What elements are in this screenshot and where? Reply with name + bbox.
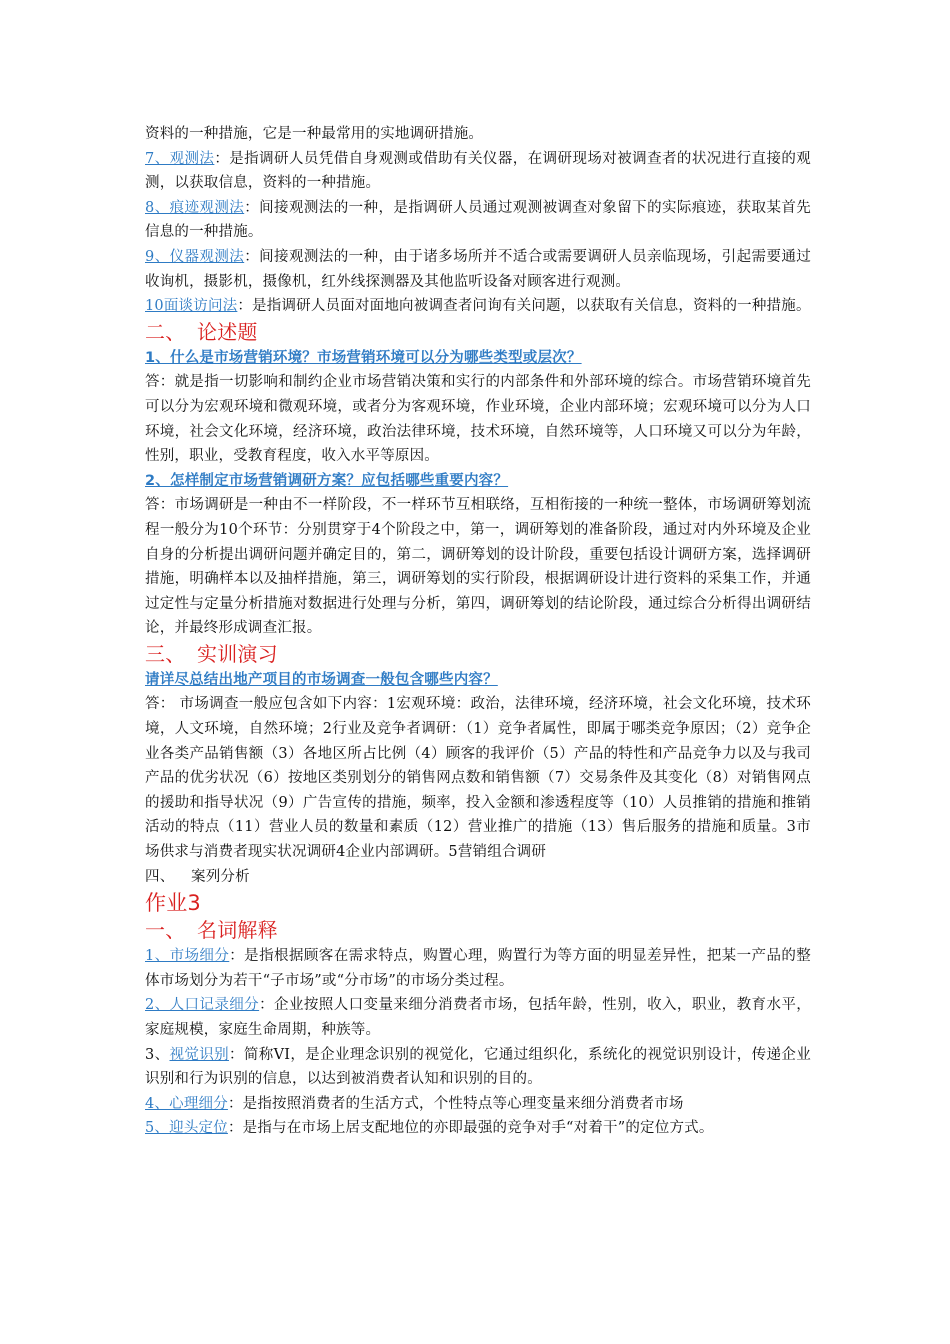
definition-text: ：间接观测法的一种，由于诸多场所并不适合或需要调研人员亲临现场，引起需要通过收询机，摄影机，摄像机，红外线探测器及其他监听设备对顾客进行观测。 <box>145 248 811 290</box>
term-link[interactable]: 视觉识别 <box>169 1046 229 1063</box>
definition-observation <box>145 147 811 196</box>
term-link[interactable]: 1、市场细分 <box>145 948 230 965</box>
section-heading-case <box>145 865 811 890</box>
section-heading-essay <box>145 319 811 346</box>
answer-3: 答： 市场调查一般应包含如下内容：1宏观环境：政治，法律环境，经济环境，社会文化环境，技术环境，人文环境，自然环境；2行业及竞争者调研：（1）竞争者属性，即属于哪类竞争原因；（2）竞争企业各类产品销售额（3）各地区所占比例（4）顾客的我评价（5）产品的特性和产品竞争力以及与我司产品的优劣状况（6）按地区类别划分的销售网点数和销售额（7）交易条件及其变化（8）对销售网点的援助和指导状况（9）广告宣传的措施，频率，投入金额和渗透程度等（10）人员推销的措施和推销活动的特点（11）营业人员的数量和素质（12）营业推广的措施（13）售后服务的措施和质量。3市场供求与消费者现实状况调研4企业内部调研。5营销组合调研 <box>145 696 811 861</box>
section-number: 四、 <box>145 868 175 885</box>
definition-text: ：是指调研人员面对面地向被调查者问询有关问题，以获取有关信息，资料的一种措施。 <box>237 298 811 315</box>
term-link[interactable]: 10面谈访问法 <box>145 298 238 315</box>
term-link[interactable]: 8、痕迹观测法 <box>145 199 245 216</box>
definition-demographic-segmentation <box>145 993 811 1042</box>
term-link[interactable]: 5、迎头定位 <box>145 1120 228 1137</box>
definition-text: ：是指根据顾客在需求特点，购置心理，购置行为等方面的明显差异性，把某一产品的整体市场划分为若干“子市场”或“分市场”的市场分类过程。 <box>145 948 811 989</box>
term-link[interactable]: 2、人口记录细分 <box>145 997 260 1014</box>
definition-text: ：是指与在市场上居支配地位的亦即最强的竞争对手“对着干”的定位方式。 <box>227 1120 714 1137</box>
document-body <box>145 122 811 1141</box>
definition-text: ：企业按照人口变量来细分消费者市场，包括年龄，性别，收入，职业，教育水平，家庭规模，家庭生命周期，种族等。 <box>145 997 811 1038</box>
answer-2: 答：市场调研是一种由不一样阶段，不一样环节互相联络，互相衔接的一种统一整体，市场调研筹划流程一般分为10个环节：分别贯穿于4个阶段之中，第一，调研筹划的准备阶段，通过对内外环境及企业自身的分析提出调研问题并确定目的，第二，调研筹划的设计阶段，重要包括设计调研方案，选择调研措施，明确样本以及抽样措施，第三，调研筹划的实行阶段，根据调研设计进行资料的采集工作，并通过定性与定量分析措施对数据进行处理与分析，第四，调研筹划的结论阶段，通过综合分析得出调研结论，并最终形成调查汇报。 <box>145 497 811 637</box>
definition-psychographic-segmentation <box>145 1092 811 1117</box>
homework-heading: 作业3 <box>145 891 201 916</box>
term-link[interactable]: 9、仪器观测法 <box>145 248 245 265</box>
definition-text: ：间接观测法的一种，是指调研人员通过观测被调查对象留下的实际痕迹，获取某首先信息的一种措施。 <box>145 199 811 241</box>
item-number: 3、 <box>145 1046 170 1063</box>
definition-interview <box>145 294 811 319</box>
section-number: 三、 <box>145 641 186 666</box>
section-number: 一、 <box>145 918 186 943</box>
section-heading-practice <box>145 641 811 668</box>
question-3[interactable]: 请详尽总结出地产项目的市场调查一般包含哪些内容？ <box>145 671 498 688</box>
definition-text: ：是指按照消费者的生活方式，个性特点等心理变量来细分消费者市场 <box>227 1095 684 1112</box>
definition-instrument-observation <box>145 245 811 294</box>
question-2[interactable]: 2、怎样制定市场营销调研方案？应包括哪些重要内容？ <box>145 472 509 489</box>
definition-text: ：简称VI，是企业理念识别的视觉化，它通过组织化，系统化的视觉识别设计，传递企业识别和行为识别的信息，以达到被消费者认知和识别的目的。 <box>145 1046 811 1088</box>
definition-text: ：是指调研人员凭借自身观测或借助有关仪器，在调研现场对被调查者的状况进行直接的观测，以获取信息，资料的一种措施。 <box>145 150 811 192</box>
question-1[interactable]: 1、什么是市场营销环境？市场营销环境可以分为哪些类型或层次？ <box>145 349 582 366</box>
section-title: 论述题 <box>197 319 258 344</box>
answer-1: 答：就是指一切影响和制约企业市场营销决策和实行的内部条件和外部环境的综合。市场营销环境首先可以分为宏观环境和微观环境，或者分为客观环境，作业环境，企业内部环境；宏观环境可以分为人口环境，社会文化环境，经济环境，政治法律环境，技术环境，自然环境等，人口环境又可以分为年龄，性别，职业，受教育程度，收入水平等原因。 <box>145 374 811 465</box>
section-title: 实训演习 <box>197 641 278 666</box>
section-number: 二、 <box>145 319 186 344</box>
definition-market-segmentation <box>145 944 811 993</box>
definition-visual-identity <box>145 1043 811 1092</box>
section-heading-terms <box>145 917 811 944</box>
section-title: 名词解释 <box>197 918 278 943</box>
term-link[interactable]: 7、观测法 <box>145 150 215 167</box>
section-title: 案列分析 <box>191 868 250 885</box>
definition-trace-observation <box>145 196 811 245</box>
term-link[interactable]: 4、心理细分 <box>145 1095 228 1112</box>
definition-head-on-positioning <box>145 1116 811 1141</box>
paragraph: 资料的一种措施，它是一种最常用的实地调研措施。 <box>145 126 484 142</box>
